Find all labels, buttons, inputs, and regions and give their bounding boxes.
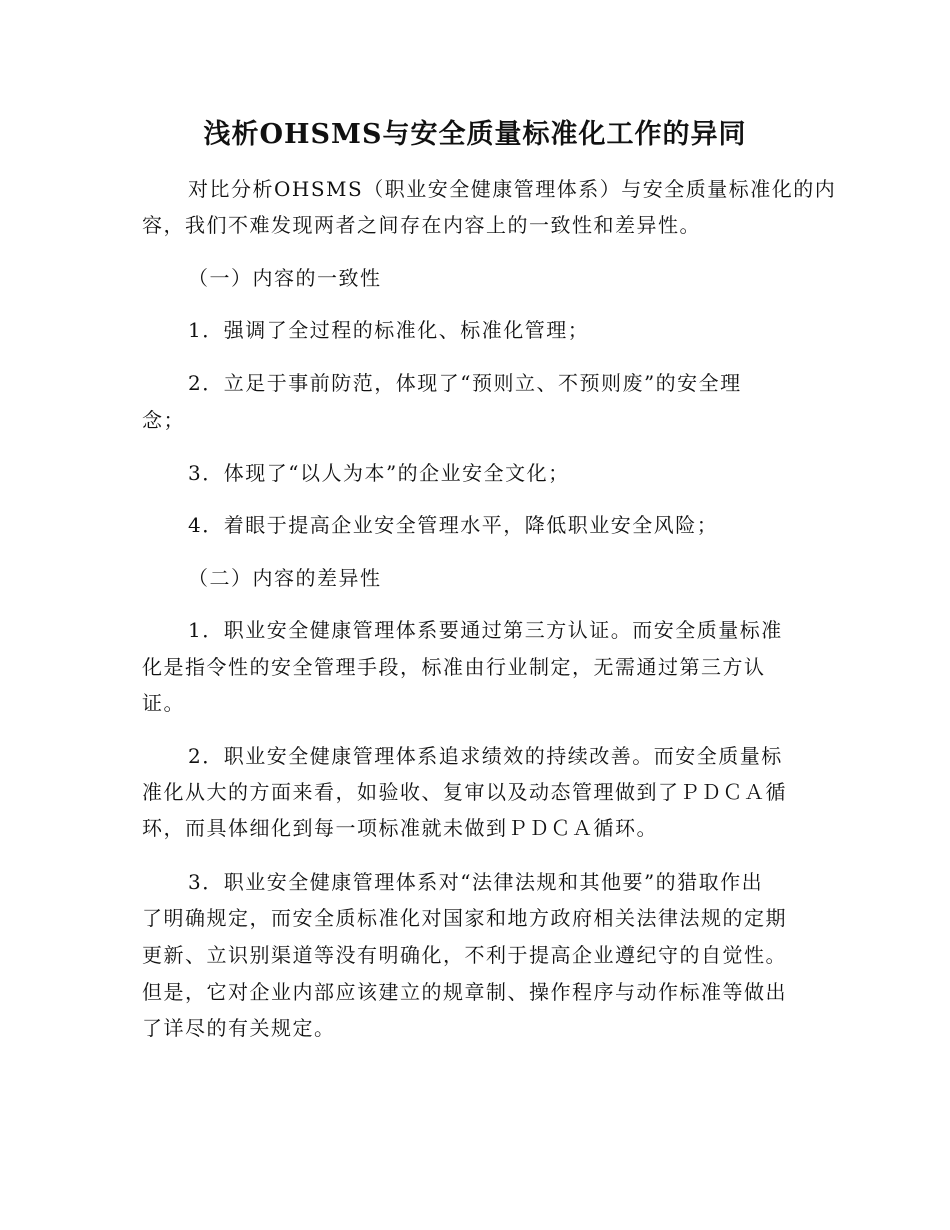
difference-item-3-line-4: 但是，它对企业内部应该建立的规章制、操作程序与动作标准等做出 bbox=[142, 980, 787, 1004]
difference-item-1-line-3: 证。 bbox=[142, 691, 185, 715]
difference-item-3-line-2: 了明确规定，而安全质标准化对国家和地方政府相关法律法规的定期 bbox=[142, 906, 787, 930]
intro-line-2: 容，我们不难发现两者之间存在内容上的一致性和差异性。 bbox=[142, 213, 701, 237]
consistency-item-2-line-1: 2．立足于事前防范，体现了“预则立、不预则废”的安全理 bbox=[188, 371, 742, 395]
consistency-item-4: 4．着眼于提高企业安全管理水平，降低职业安全风险； bbox=[188, 513, 719, 537]
difference-item-1-line-1: 1．职业安全健康管理体系要通过第三方认证。而安全质量标准 bbox=[188, 618, 783, 642]
difference-item-3-line-5: 了详尽的有关规定。 bbox=[142, 1016, 336, 1040]
section-heading-difference: （二）内容的差异性 bbox=[188, 566, 382, 590]
difference-item-2-line-3: 环，而具体细化到每一项标准就未做到ＰＤＣＡ循环。 bbox=[142, 816, 658, 840]
consistency-item-3: 3．体现了“以人为本”的企业安全文化； bbox=[188, 461, 570, 485]
difference-item-3-line-1: 3．职业安全健康管理体系对“法律法规和其他要”的猎取作出 bbox=[188, 870, 764, 894]
intro-line-1: 对比分析OHSMS（职业安全健康管理体系）与安全质量标准化的内 bbox=[188, 177, 837, 201]
consistency-item-2-line-2: 念； bbox=[142, 408, 185, 432]
difference-item-2-line-1: 2．职业安全健康管理体系追求绩效的持续改善。而安全质量标 bbox=[188, 744, 783, 768]
difference-item-2-line-2: 准化从大的方面来看，如验收、复审以及动态管理做到了ＰＤＣＡ循 bbox=[142, 780, 787, 804]
difference-item-1-line-2: 化是指令性的安全管理手段，标准由行业制定，无需通过第三方认 bbox=[142, 655, 766, 679]
consistency-item-1: 1．强调了全过程的标准化、标准化管理； bbox=[188, 318, 590, 342]
difference-item-3-line-3: 更新、立识别渠道等没有明确化，不利于提高企业遵纪守的自觉性。 bbox=[142, 943, 787, 967]
section-heading-consistency: （一）内容的一致性 bbox=[188, 266, 382, 290]
document-title: 浅析OHSMS与安全质量标准化工作的异同 bbox=[203, 119, 747, 150]
